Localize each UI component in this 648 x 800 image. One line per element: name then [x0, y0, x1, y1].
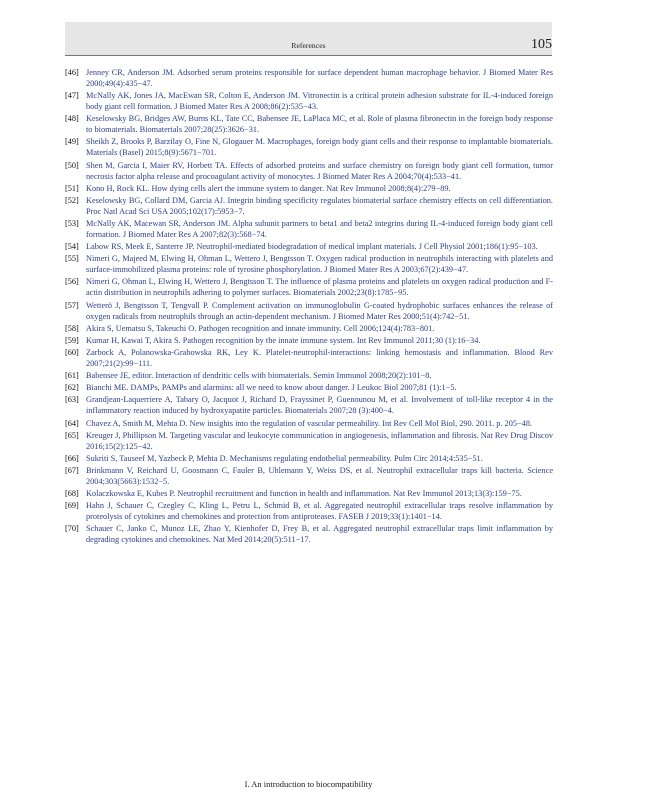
running-header-bar [65, 22, 552, 55]
reference-item [65, 418, 553, 429]
reference-number: [56] [65, 277, 79, 287]
reference-number: [49] [65, 137, 79, 147]
reference-item [65, 67, 553, 89]
reference-citation-link[interactable]: Bianchi ME. DAMPs, PAMPs and alarmins: all we need to know about danger. J Leukoc Biol 2007;81 (1):1−5. [86, 383, 457, 393]
reference-item [65, 453, 553, 464]
reference-item [65, 382, 553, 393]
reference-number: [61] [65, 371, 79, 381]
reference-number: [52] [65, 195, 79, 205]
reference-citation-link[interactable]: Keselowsky BG, Collard DM, Garcia AJ. Integrin binding specificity regulates biomaterial surface chemistry effects on cell differentiation. Proc Natl Acad Sci USA 2005;102(17):5953−7. [86, 195, 553, 216]
reference-citation-link[interactable]: Sheikh Z, Brooks P, Barzilay O, Fine N, Glogauer M. Macrophages, foreign body giant cells and their response to implantable biomaterials. Materials (Basel) 2015;8(9):5671−701. [86, 137, 553, 158]
reference-number: [50] [65, 160, 79, 170]
reference-citation-link[interactable]: Babensee JE, editor. Interaction of dendritic cells with biomaterials. Semin Immunol 2008;20(2):101−8. [86, 371, 432, 381]
reference-item [65, 136, 553, 158]
reference-number: [65] [65, 430, 79, 440]
reference-list [65, 67, 553, 547]
reference-item [65, 394, 553, 416]
reference-citation-link[interactable]: Akira S, Uematsu S, Takeuchi O. Pathogen recognition and innate immunity. Cell 2006;124(4):783−801. [86, 323, 435, 333]
reference-citation-link[interactable]: McNally AK, Macewan SR, Anderson JM. Alpha subunit partners to beta1 and beta2 integrins during IL-4-induced foreign body giant cell formation. J Biomed Mater Res A 2007;82(3):568−74. [86, 218, 553, 239]
reference-number: [68] [65, 489, 79, 499]
reference-citation-link[interactable]: Schauer C, Janko C, Munoz LE, Zhao Y, Kienhofer D, Frey B, et al. Aggregated neutrophil extracellular traps limit inflammation by degrading cytokines and chemokines. Nat Med 2014;20(5):511−17. [86, 524, 553, 545]
reference-number: [70] [65, 524, 79, 534]
reference-item [65, 90, 553, 112]
running-footer: I. An introduction to biocompatibility [244, 779, 373, 789]
reference-item [65, 195, 553, 217]
reference-item [65, 183, 553, 194]
page-number: 105 [531, 37, 552, 52]
reference-item [65, 276, 553, 298]
reference-number: [67] [65, 465, 79, 475]
reference-citation-link[interactable]: Kolaczkowska E, Kubes P. Neutrophil recruitment and function in health and inflammation. Nat Rev Immunol 2013;13(3):159−75. [86, 489, 522, 499]
header-rule [65, 55, 552, 56]
reference-number: [55] [65, 254, 79, 264]
reference-item [65, 300, 553, 322]
reference-citation-link[interactable]: Wetterö J, Bengtsson T, Tengvall P. Complement activation on immunoglobulin G-coated hydrophobic surfaces enhances the release of oxygen radicals from neutrophils through an actin-dependent mechanism. J Biomed Mater Res 2000;51(4):742−51. [86, 300, 553, 321]
reference-citation-link[interactable]: Kumar H, Kawai T, Akira S. Pathogen recognition by the innate immune system. Int Rev Immunol 2011;30 (1):16−34. [86, 335, 481, 345]
reference-item [65, 465, 553, 487]
reference-item [65, 335, 553, 346]
reference-item [65, 218, 553, 240]
running-header-title: References [291, 41, 326, 50]
reference-citation-link[interactable]: Labow RS, Meek E, Santerre JP. Neutrophil-mediated biodegradation of medical implant materials. J Cell Physiol 2001;186(1):95−103. [86, 242, 538, 252]
reference-citation-link[interactable]: Nimeri G, Majeed M, Elwing H, Ohman L, Wettero J, Bengtsson T. Oxygen radical production in neutrophils interacting with platelets and surface-immobilized plasma proteins: role of tyrosine phosphorylation. J Biomed Mater Res A 2003;67(2):439−47. [86, 254, 553, 275]
reference-number: [54] [65, 242, 79, 252]
reference-item [65, 241, 553, 252]
reference-citation-link[interactable]: Keselowsky BG, Bridges AW, Burns KL, Tate CC, Babensee JE, LaPlaca MC, et al. Role of plasma fibronectin in the foreign body response to biomaterials. Biomaterials 2007;28(25):3626−31. [86, 114, 553, 135]
reference-number: [66] [65, 453, 79, 463]
reference-item [65, 347, 553, 369]
reference-citation-link[interactable]: Hahn J, Schauer C, Czegley C, Kling L, Petru L, Schmid B, et al. Aggregated neutrophil extracellular traps resolve inflammation by proteolysis of cytokines and chemokines and protection from antiproteases. FASEB J 2019;33(1):1401−14. [86, 501, 553, 522]
reference-citation-link[interactable]: Nimeri G, Ohman L, Elwing H, Wettero J, Bengtsson T. The influence of plasma proteins and platelets on oxygen radical production and F-actin distribution in neutrophils adhering to polymer surfaces. Biomaterials 2002;23(8):1785−95. [86, 277, 553, 298]
reference-item [65, 430, 553, 452]
reference-number: [63] [65, 395, 79, 405]
reference-citation-link[interactable]: Kreuger J, Phillipson M. Targeting vascular and leukocyte communication in angiogenesis, inflammation and fibrosis. Nat Rev Drug Discov 2016;15(2):125−42. [86, 430, 553, 451]
reference-number: [64] [65, 418, 79, 428]
reference-number: [46] [65, 68, 79, 77]
reference-citation-link[interactable]: Sukriti S, Tauseef M, Yazbeck P, Mehta D. Mechanisms regulating endothelial permeability. Pulm Circ 2014;4:535−51. [86, 453, 483, 463]
reference-citation-link[interactable]: Jenney CR, Anderson JM. Adsorbed serum proteins responsible for surface dependent human macrophage behavior. J Biomed Mater Res 2000;49(4):435−47. [86, 68, 553, 88]
reference-number: [59] [65, 335, 79, 345]
reference-item [65, 523, 553, 545]
reference-item [65, 370, 553, 381]
reference-item [65, 500, 553, 522]
reference-number: [51] [65, 183, 79, 193]
reference-number: [47] [65, 91, 79, 101]
reference-citation-link[interactable]: Brinkmann V, Reichard U, Goosmann C, Fauler B, Uhlemann Y, Weiss DS, et al. Neutrophil extracellular traps kill bacteria. Science 2004;303(5663):1532−5. [86, 465, 553, 486]
reference-item [65, 253, 553, 275]
reference-number: [57] [65, 300, 79, 310]
reference-citation-link[interactable]: Shen M, Garcia I, Maier RV, Horbett TA. Effects of adsorbed proteins and surface chemistry on foreign body giant cell formation, tumor necrosis factor alpha release and procoagulant activity of monocytes. J Biomed Mater Res A 2004;70(4):533−41. [86, 160, 553, 181]
reference-item [65, 323, 553, 334]
reference-number: [53] [65, 218, 79, 228]
reference-number: [69] [65, 501, 79, 511]
reference-citation-link[interactable]: Zarbock A, Polanowska-Grabowska RK, Ley K. Platelet-neutrophil-interactions: linking hemostasis and inflammation. Blood Rev 2007;21(2):99−111. [86, 347, 553, 368]
reference-item [65, 160, 553, 182]
reference-citation-link[interactable]: Chavez A, Smith M, Mehta D. New insights into the regulation of vascular permeability. Int Rev Cell Mol Biol, 290. 2011. p. 205−48. [86, 418, 533, 428]
reference-citation-link[interactable]: Kono H, Rock KL. How dying cells alert the immune system to danger. Nat Rev Immunol 2008;8(4):279−89. [86, 183, 451, 193]
reference-item [65, 488, 553, 499]
reference-item [65, 113, 553, 135]
reference-number: [62] [65, 383, 79, 393]
reference-number: [58] [65, 323, 79, 333]
reference-citation-link[interactable]: McNally AK, Jones JA, MacEwan SR, Colton E, Anderson JM. Vitronectin is a critical protein adhesion substrate for IL-4-induced foreign body giant cell formation. J Biomed Mater Res A 2008;86(2):535−43. [86, 91, 553, 112]
reference-citation-link[interactable]: Grandjean-Laquerriere A, Tabary O, Jacquot J, Richard D, Frayssinet P, Guenounou M, et al. Involvement of toll-like receptor 4 in the inflammatory reaction induced by hydroxyapatite particles. Biomaterials 2007;28 (3):400−4. [86, 395, 553, 416]
reference-number: [48] [65, 114, 79, 124]
reference-number: [60] [65, 347, 79, 357]
